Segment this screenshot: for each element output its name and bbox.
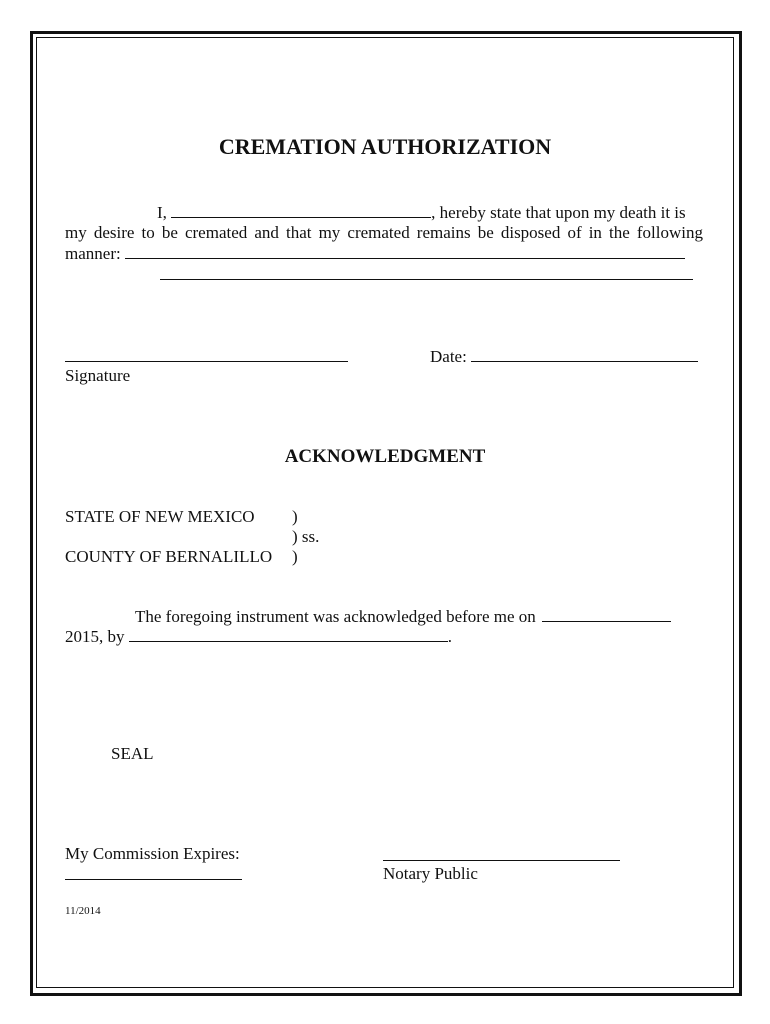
venue-county: COUNTY OF BERNALILLO	[65, 547, 273, 566]
acknowledgment-date-field[interactable]	[542, 606, 671, 622]
form-revision: 11/2014	[65, 905, 101, 917]
date-row	[430, 346, 698, 367]
notary-signature-field[interactable]	[383, 860, 620, 861]
statement-suffix: , hereby state that upon my death it is	[431, 203, 686, 222]
acknowledgment-text: The foregoing instrument was acknowledged before me on	[135, 607, 536, 626]
period: .	[447, 627, 452, 646]
signature-field[interactable]	[65, 361, 348, 362]
seal-label: SEAL	[111, 744, 154, 763]
date-field[interactable]	[471, 346, 698, 362]
statement-prefix: I,	[157, 203, 167, 222]
manner-label: manner:	[65, 244, 121, 263]
venue-ss: ) ss.	[292, 527, 320, 546]
acknowledgment-title: ACKNOWLEDGMENT	[284, 446, 486, 467]
manner-row	[65, 243, 685, 264]
statement-line-1	[157, 202, 686, 223]
manner-field[interactable]	[125, 243, 685, 259]
acknowledgment-line-2	[65, 626, 452, 647]
commission-label: My Commission Expires:	[65, 844, 240, 863]
notary-label: Notary Public	[383, 864, 478, 883]
document-title: CREMATION AUTHORIZATION	[218, 134, 552, 159]
date-label: Date:	[430, 347, 467, 366]
acknowledgment-line-1	[135, 606, 671, 627]
venue-state: STATE OF NEW MEXICO	[65, 507, 255, 526]
venue-paren-1: )	[292, 507, 298, 526]
year-by-label: 2015, by	[65, 627, 125, 646]
venue-paren-2: )	[292, 547, 298, 566]
signature-label: Signature	[65, 366, 131, 385]
manner-field-continued[interactable]	[160, 279, 693, 280]
name-field[interactable]	[171, 202, 431, 218]
acknowledged-by-field[interactable]	[129, 626, 448, 642]
statement-line-2: my desire to be cremated and that my cremated remains be disposed of in the following	[65, 223, 703, 242]
commission-expiry-field[interactable]	[65, 879, 242, 880]
